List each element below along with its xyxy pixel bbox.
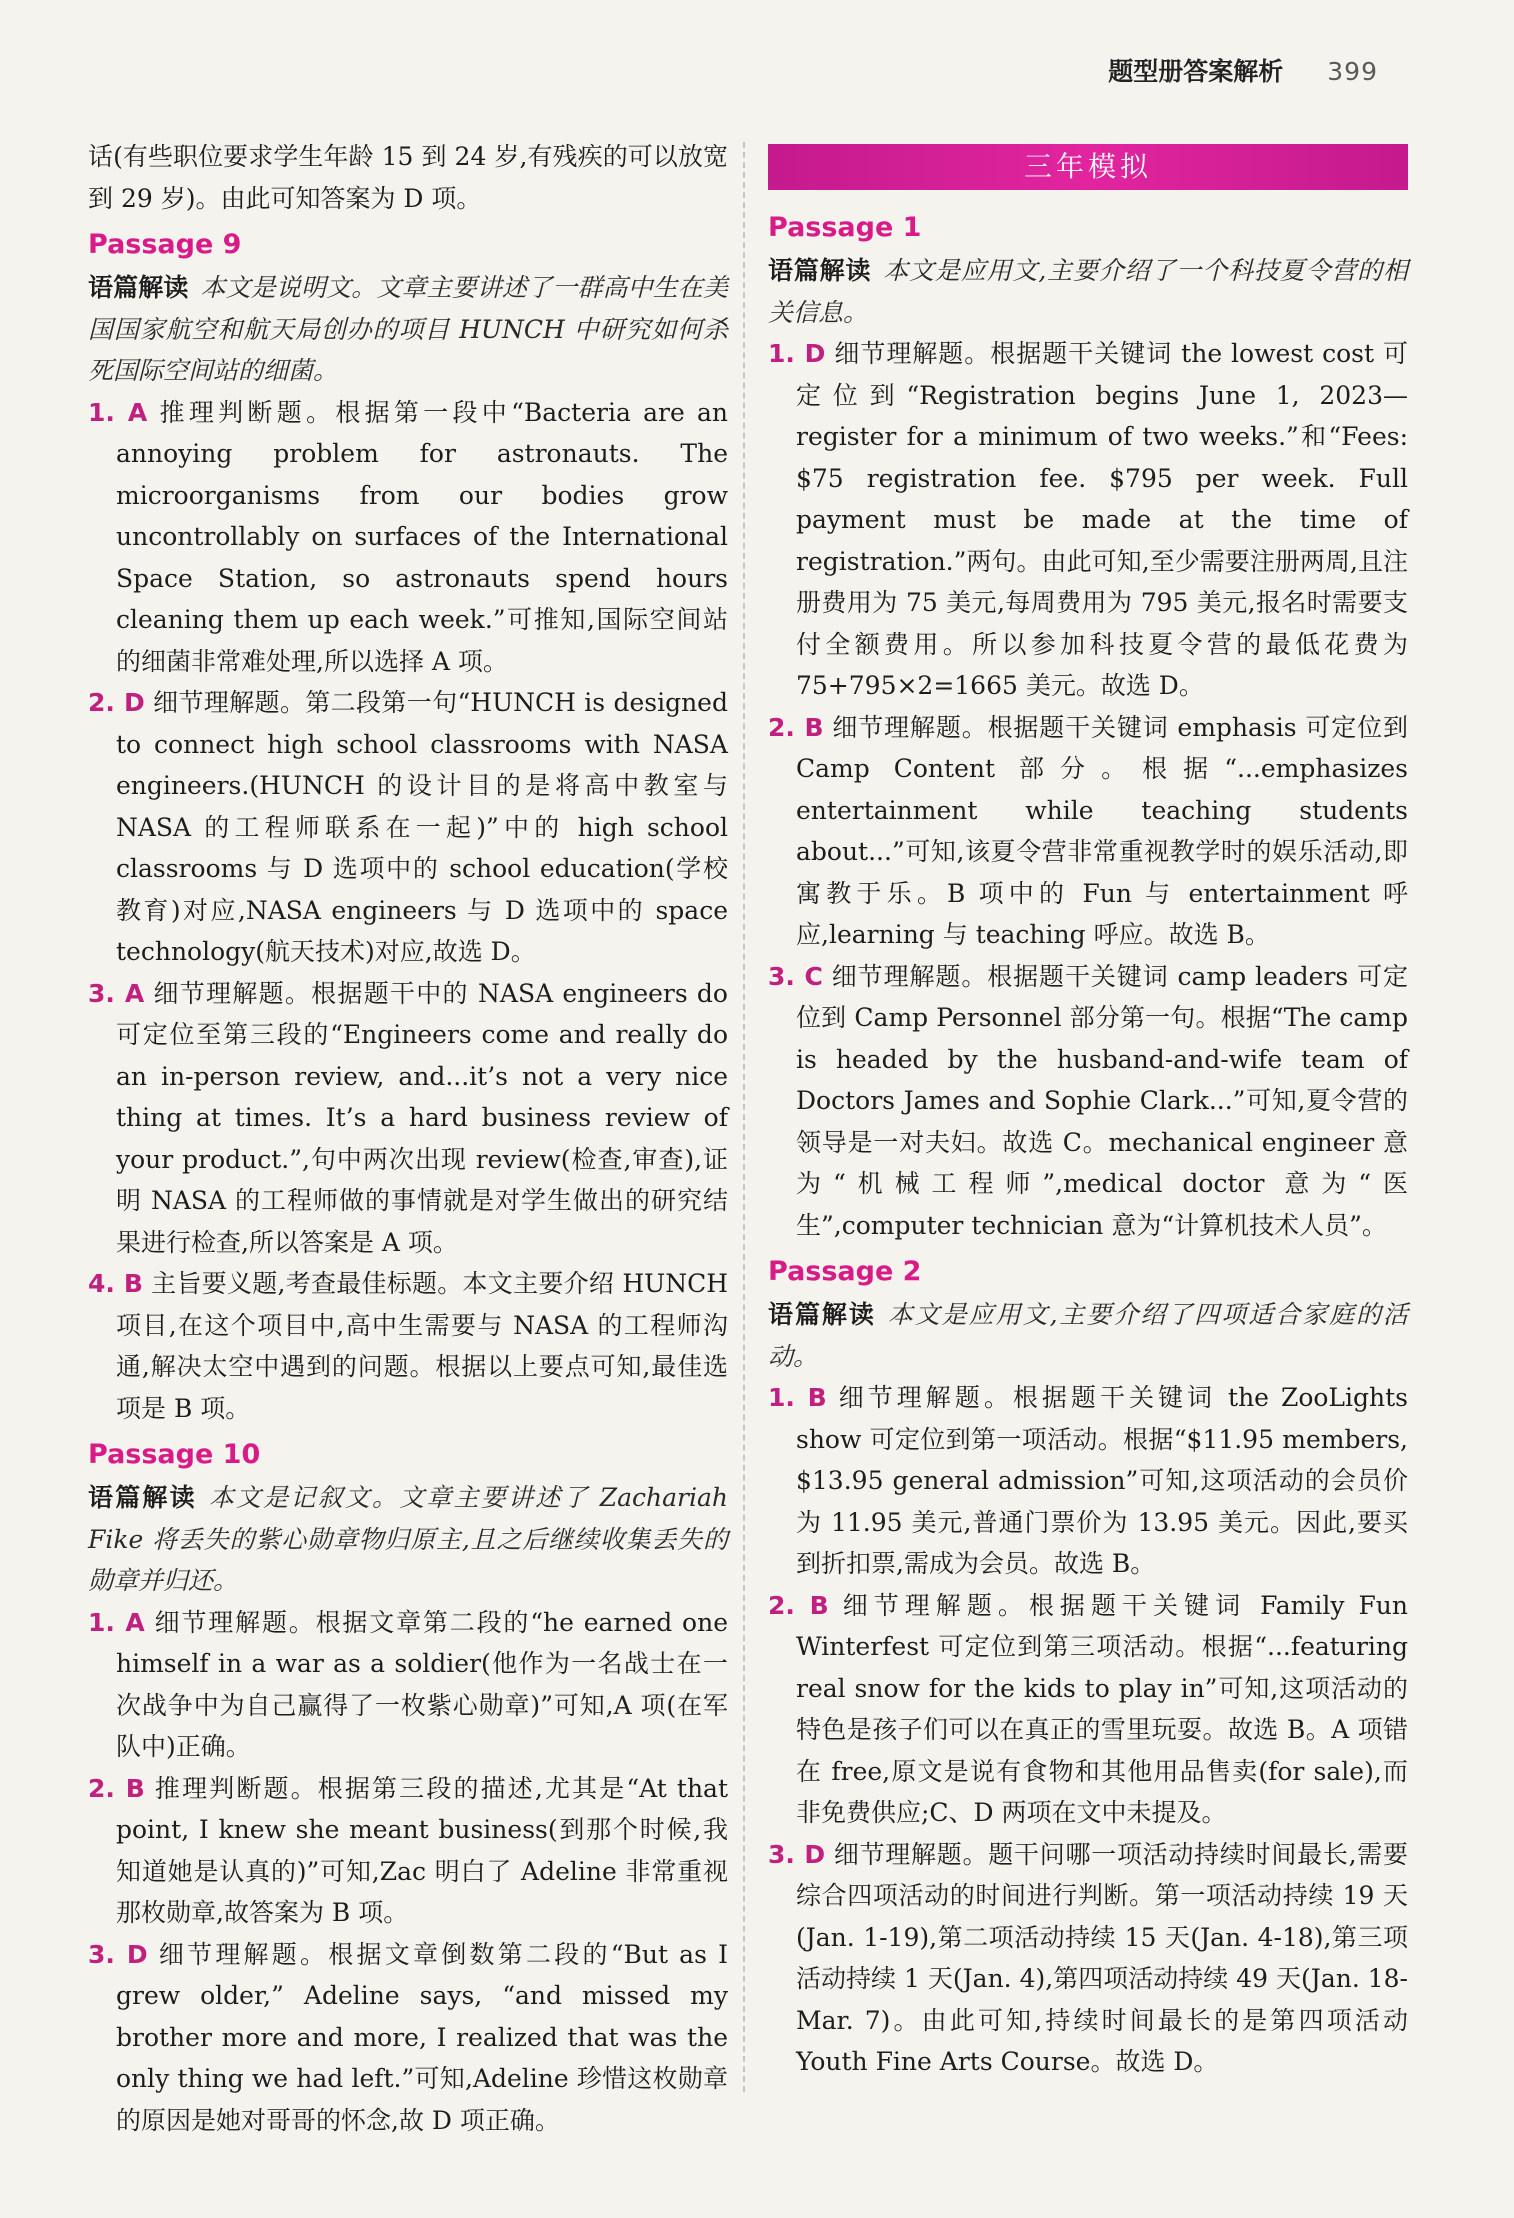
answer-number: 1. A: [88, 397, 148, 427]
answer-item: [88, 1934, 728, 2142]
passage-1-title: Passage 1: [768, 212, 922, 243]
answer-number: 2. B: [88, 1773, 145, 1803]
answer-text: 细节理解题。第二段第一句“HUNCH is designed to connect high school classrooms with NASA engineers.(HUNCH 的设计目的是将高中教室与 NASA 的工程师联系在一起)”中的 high school classrooms 与 D 选项中的 school education(学校教育)对应,NASA engineers 与 D 选项中的 space technology(航天技术)对应,故选 D。: [116, 688, 728, 966]
answer-item: [768, 1585, 1408, 1834]
answer-text: 细节理解题。根据题干关键词 emphasis 可定位到 Camp Content 部分。根据“...emphasizes entertainment while teaching students about...”可知,该夏令营非常重视教学时的娱乐活动,即寓教于乐。B 项中的 Fun 与 entertainment 呼应,learning 与 teaching 呼应。故选 B。: [796, 712, 1408, 949]
answer-number: 1. B: [768, 1383, 827, 1412]
answer-number: 2. D: [88, 688, 145, 717]
answer-item: [768, 1834, 1408, 2083]
column-divider: [743, 142, 745, 2092]
answer-item: [88, 392, 728, 683]
answer-item: [88, 682, 728, 973]
answer-text: 细节理解题。根据题干关键词 Family Fun Winterfest 可定位到第三项活动。根据“...featuring real snow for the kids to play in”可知,这项活动的特色是孩子们可以在真正的雪里玩耍。故选 B。A 项错在 free,原文是说有食物和其他用品售卖(for sale),而非免费供应;C、D 两项在文中未提及。: [796, 1590, 1408, 1827]
answer-text: 细节理解题。根据文章第二段的“he earned one himself in a war as a soldier(他作为一名战士在一次战争中为自己赢得了一枚紫心勋章)”可知,A 项(在军队中)正确。: [116, 1607, 728, 1761]
answer-item: [768, 956, 1408, 1247]
answer-number: 1. A: [88, 1607, 145, 1637]
answer-item: [88, 1768, 728, 1934]
right-column: [768, 136, 1408, 2083]
answer-text: 细节理解题。根据文章倒数第二段的“But as I grew older,” Adeline says, “and missed my brother more and more, I realized that was the only thing we had left.”可知,Adeline 珍惜这枚勋章的原因是她对哥哥的怀念,故 D 项正确。: [116, 1939, 728, 2135]
intro-label: 语篇解读: [88, 273, 189, 302]
answer-number: 3. A: [88, 978, 145, 1008]
answer-number: 3. C: [768, 961, 823, 991]
answer-number: 1. D: [768, 339, 826, 368]
answer-text: 主旨要义题,考查最佳标题。本文主要介绍 HUNCH 项目,在这个项目中,高中生需要与 NASA 的工程师沟通,解决太空中遇到的问题。根据以上要点可知,最佳选项是 B 项。: [116, 1269, 728, 1423]
answer-number: 2. B: [768, 712, 824, 742]
answer-item: [768, 707, 1408, 956]
answer-item: [768, 1377, 1408, 1585]
section-banner: 三年模拟: [768, 144, 1408, 190]
intro-label: 语篇解读: [768, 256, 872, 285]
answer-number: 4. B: [88, 1269, 143, 1298]
answer-item: [88, 973, 728, 1264]
answer-text: 推理判断题。根据第三段的描述,尤其是“At that point, I knew she meant business(到那个时候,我知道她是认真的)”可知,Zac 明白了 Adeline 非常重视那枚勋章,故答案为 B 项。: [116, 1773, 729, 1927]
passage-2-intro: [768, 1294, 1408, 1377]
header-title: 题型册答案解析: [1108, 57, 1284, 86]
answer-item: [88, 1263, 728, 1429]
answer-text: 细节理解题。根据题干关键词 the ZooLights show 可定位到第一项活动。根据“$11.95 members, $13.95 general admission”可知,这项活动的会员价为 11.95 美元,普通门票价为 13.95 美元。因此,要买到折扣票,需成为会员。故选 B。: [796, 1383, 1409, 1578]
passage-1-intro: [768, 250, 1408, 333]
intro-text: 本文是应用文,主要介绍了四项适合家庭的活动。: [768, 1300, 1408, 1371]
passage-10-title: Passage 10: [88, 1439, 261, 1470]
answer-text: 细节理解题。根据题干关键词 the lowest cost 可定位到“Registration begins June 1, 2023—register for a minimum of two weeks.”和“Fees: $75 registration fee. $795 per week. Full payment must be made at the time of registration.”两句。由此可知,至少需要注册两周,且注册费用为 75 美元,每周费用为 795 美元,报名时需要支付全额费用。所以参加科技夏令营的最低花费为 75+795×2=1665 美元。故选 D。: [796, 339, 1408, 700]
answer-item: [88, 1602, 728, 1768]
answer-number: 3. D: [768, 1839, 826, 1869]
answer-text: 推理判断题。根据第一段中“Bacteria are an annoying problem for astronauts. The microorganisms from our bodies grow uncontrollably on surfaces of the International Space Station, so astronauts spend hours cleaning them up each week.”可推知,国际空间站的细菌非常难处理,所以选择 A 项。: [116, 397, 728, 676]
answer-text: 细节理解题。题干问哪一项活动持续时间最长,需要综合四项活动的时间进行判断。第一项活动持续 19 天(Jan. 1-19),第二项活动持续 15 天(Jan. 4-18),第三项活动持续 1 天(Jan. 4),第四项活动持续 49 天(Jan. 18-Mar. 7)。由此可知,持续时间最长的是第四项活动 Youth Fine Arts Course。故选 D。: [796, 1839, 1408, 2076]
answer-text: 细节理解题。根据题干关键词 camp leaders 可定位到 Camp Personnel 部分第一句。根据“The camp is headed by the husband-and-wife team of Doctors James and Sophie Clark...”可知,夏令营的领导是一对夫妇。故选 C。mechanical engineer 意为“机械工程师”,medical doctor 意为“医生”,computer technician 意为“计算机技术人员”。: [796, 961, 1408, 1240]
passage-2-title: Passage 2: [768, 1256, 922, 1287]
passage-9-title: Passage 9: [88, 229, 242, 260]
continued-text: 话(有些职位要求学生年龄 15 到 24 岁,有残疾的可以放宽到 29 岁)。由此可知答案为 D 项。: [88, 142, 728, 213]
intro-label: 语篇解读: [88, 1483, 197, 1512]
answer-item: [768, 333, 1408, 707]
answer-number: 2. B: [768, 1590, 829, 1620]
passage-10-intro: [88, 1477, 728, 1602]
passage-9-intro: [88, 267, 728, 392]
page-header: [1108, 52, 1378, 88]
answer-number: 3. D: [88, 1939, 148, 1969]
intro-text: 本文是应用文,主要介绍了一个科技夏令营的相关信息。: [768, 256, 1408, 327]
intro-label: 语篇解读: [768, 1300, 876, 1329]
page-number: 399: [1327, 57, 1378, 86]
intro-text: 本文是说明文。文章主要讲述了一群高中生在美国国家航空和航天局创办的项目 HUNCH 中研究如何杀死国际空间站的细菌。: [88, 273, 728, 385]
intro-text: 本文是记叙文。文章主要讲述了 Zachariah Fike 将丢失的紫心勋章物归原主,且之后继续收集丢失的勋章并归还。: [88, 1483, 728, 1595]
left-column: [88, 136, 728, 2141]
answer-text: 细节理解题。根据题干中的 NASA engineers do 可定位至第三段的“Engineers come and really do an in-person review, and...it’s not a very nice thing at times. It’s a hard business review of your product.”,句中两次出现 review(检查,审查),证明 NASA 的工程师做的事情就是对学生做出的研究结果进行检查,所以答案是 A 项。: [116, 978, 728, 1257]
